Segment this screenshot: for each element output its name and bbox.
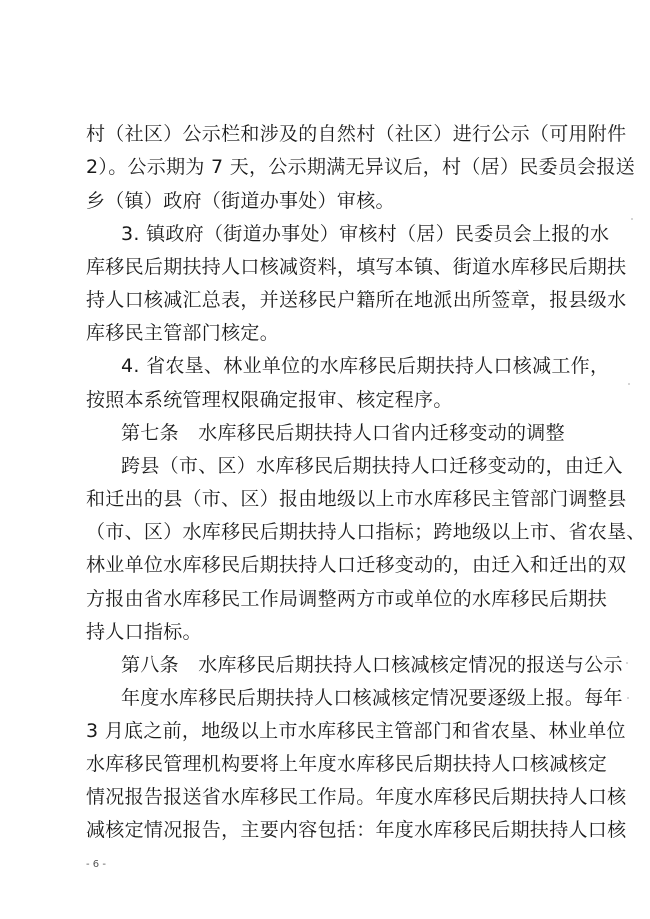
body-line-9: 按照本系统管理权限确定报审、核定程序。 (86, 389, 453, 411)
body-line-15: 方报由省水库移民工作局调整两方市或单位的水库移民后期扶 (86, 588, 608, 610)
body-line-16: 持人口指标。 (86, 621, 202, 643)
body-line-18: 年度水库移民后期扶持人口核减核定情况要逐级上报。每年 (121, 687, 623, 709)
scan-speck (626, 662, 628, 664)
body-line-3: 乡（镇）政府（街道办事处）审核。 (86, 190, 395, 212)
body-line-12: 和迁出的县（市、区）报由地级以上市水库移民主管部门调整县 (86, 488, 627, 510)
body-line-4: 3. 镇政府（街道办事处）审核村（居）民委员会上报的水 (121, 223, 610, 245)
body-line-6: 持人口核减汇总表，并送移民户籍所在地派出所签章，报县级水 (86, 289, 627, 311)
scan-speck (628, 383, 630, 385)
body-line-7: 库移民主管部门核定。 (86, 322, 280, 344)
article-8-heading: 第八条 水库移民后期扶持人口核减核定情况的报送与公示 (121, 654, 623, 676)
scan-speck (631, 218, 633, 220)
body-line-13: （市、区）水库移民后期扶持人口指标；跨地级以上市、省农垦、 (86, 521, 646, 543)
article-7-heading: 第七条 水库移民后期扶持人口省内迁移变动的调整 (121, 422, 565, 444)
body-line-20: 水库移民管理机构要将上年度水库移民后期扶持人口核减核定 (86, 753, 608, 775)
body-line-8: 4. 省农垦、林业单位的水库移民后期扶持人口核减工作， (121, 355, 610, 377)
body-line-11: 跨县（市、区）水库移民后期扶持人口迁移变动的，由迁入 (121, 455, 623, 477)
body-line-14: 林业单位水库移民后期扶持人口迁移变动的，由迁入和迁出的双 (86, 554, 627, 576)
body-line-19: 3 月底之前，地级以上市水库移民主管部门和省农垦、林业单位 (86, 720, 626, 742)
body-line-5: 库移民后期扶持人口核减资料，填写本镇、街道水库移民后期扶 (86, 256, 627, 278)
scan-speck (627, 697, 629, 699)
body-line-1: 村（社区）公示栏和涉及的自然村（社区）进行公示（可用附件 (86, 123, 627, 145)
body-line-2: 2）。公示期为 7 天，公示期满无异议后，村（居）民委员会报送 (86, 156, 636, 178)
page-number: - 6 - (86, 859, 106, 870)
body-line-21: 情况报告报送省水库移民工作局。年度水库移民后期扶持人口核 (86, 786, 627, 808)
body-line-22: 减核定情况报告，主要内容包括：年度水库移民后期扶持人口核 (86, 819, 627, 841)
